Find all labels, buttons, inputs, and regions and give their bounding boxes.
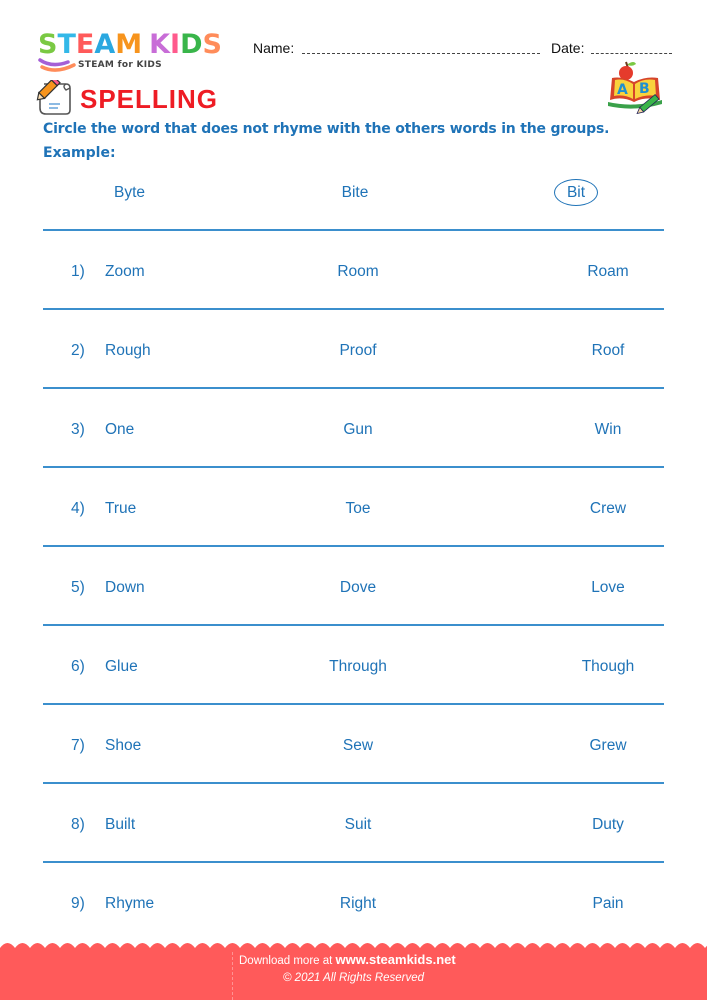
logo-letter: S: [38, 29, 58, 60]
answer-word-3[interactable]: Though: [581, 658, 635, 675]
svg-text:A: A: [617, 82, 628, 98]
divider-line: [43, 229, 664, 231]
logo-letter: M: [115, 29, 143, 60]
divider-line: [43, 861, 664, 863]
question-number: 4): [71, 500, 85, 517]
svg-text:B: B: [639, 81, 650, 97]
steam-kids-logo: [38, 30, 238, 74]
footer-copyright: © 2021 All Rights Reserved: [283, 972, 425, 984]
answer-word-2[interactable]: Toe: [345, 500, 371, 517]
divider-line: [43, 545, 664, 547]
question-number: 2): [71, 342, 85, 359]
logo-letter: K: [149, 29, 171, 60]
answer-word-2[interactable]: Through: [329, 658, 387, 675]
logo-swoosh-icon: [38, 56, 78, 74]
answer-word-2[interactable]: Proof: [339, 342, 377, 359]
answer-word-3[interactable]: Roam: [587, 263, 629, 280]
logo-letter: A: [94, 29, 116, 60]
example-word-3-circled: Bit: [566, 184, 586, 201]
footer-download-prefix: Download more at: [239, 955, 333, 967]
answer-word-2[interactable]: Dove: [339, 579, 377, 596]
example-word-1: Byte: [114, 184, 146, 201]
answer-word-1[interactable]: True: [105, 500, 137, 517]
answer-word-2[interactable]: Sew: [342, 737, 374, 754]
answer-word-1[interactable]: Zoom: [105, 263, 145, 280]
answer-word-3[interactable]: Crew: [589, 500, 627, 517]
answer-word-3[interactable]: Grew: [589, 737, 627, 754]
answer-word-2[interactable]: Room: [337, 263, 379, 280]
footer-divider: [232, 952, 233, 1000]
question-number: 8): [71, 816, 85, 833]
divider-line: [43, 624, 664, 626]
answer-word-3[interactable]: Duty: [592, 816, 624, 833]
answer-word-2[interactable]: Gun: [343, 421, 373, 438]
answer-word-1[interactable]: One: [105, 421, 135, 438]
name-label: Name:: [253, 40, 295, 56]
logo-letter: S: [202, 29, 222, 60]
date-field[interactable]: [591, 53, 672, 54]
divider-line: [43, 703, 664, 705]
answer-word-1[interactable]: Down: [105, 579, 145, 596]
question-number: 6): [71, 658, 85, 675]
logo-letter: T: [57, 29, 76, 60]
answer-word-1[interactable]: Rough: [105, 342, 151, 359]
answer-word-2[interactable]: Right: [339, 895, 377, 912]
example-label: Example:: [43, 145, 116, 161]
pencil-paper-icon: [36, 80, 78, 116]
page-title: SPELLING: [80, 84, 219, 114]
name-field[interactable]: [302, 53, 540, 54]
abc-book-apple-icon: [604, 58, 666, 114]
instructions: Circle the word that does not rhyme with the others words in the groups.: [43, 121, 610, 137]
answer-word-1[interactable]: Shoe: [105, 737, 142, 754]
answer-word-3[interactable]: Win: [594, 421, 622, 438]
question-number: 5): [71, 579, 85, 596]
question-number: 1): [71, 263, 85, 280]
answer-word-3[interactable]: Roof: [591, 342, 625, 359]
question-number: 3): [71, 421, 85, 438]
answer-word-3[interactable]: Pain: [592, 895, 624, 912]
footer-download: [239, 952, 456, 967]
answer-word-2[interactable]: Suit: [344, 816, 372, 833]
question-number: 7): [71, 737, 85, 754]
answer-word-1[interactable]: Rhyme: [105, 895, 155, 912]
answer-word-1[interactable]: Built: [105, 816, 136, 833]
logo-letter: I: [170, 29, 181, 60]
divider-line: [43, 387, 664, 389]
answer-word-3[interactable]: Love: [591, 579, 625, 596]
logo-tagline: STEAM for KIDS: [78, 60, 162, 70]
footer-website-link[interactable]: www.steamkids.net: [335, 952, 456, 967]
divider-line: [43, 466, 664, 468]
logo-letter: D: [180, 29, 203, 60]
divider-line: [43, 782, 664, 784]
question-number: 9): [71, 895, 85, 912]
logo-letter: E: [75, 29, 95, 60]
date-label: Date:: [551, 40, 585, 56]
example-word-2: Bite: [341, 184, 369, 201]
divider-line: [43, 308, 664, 310]
answer-word-1[interactable]: Glue: [105, 658, 138, 675]
